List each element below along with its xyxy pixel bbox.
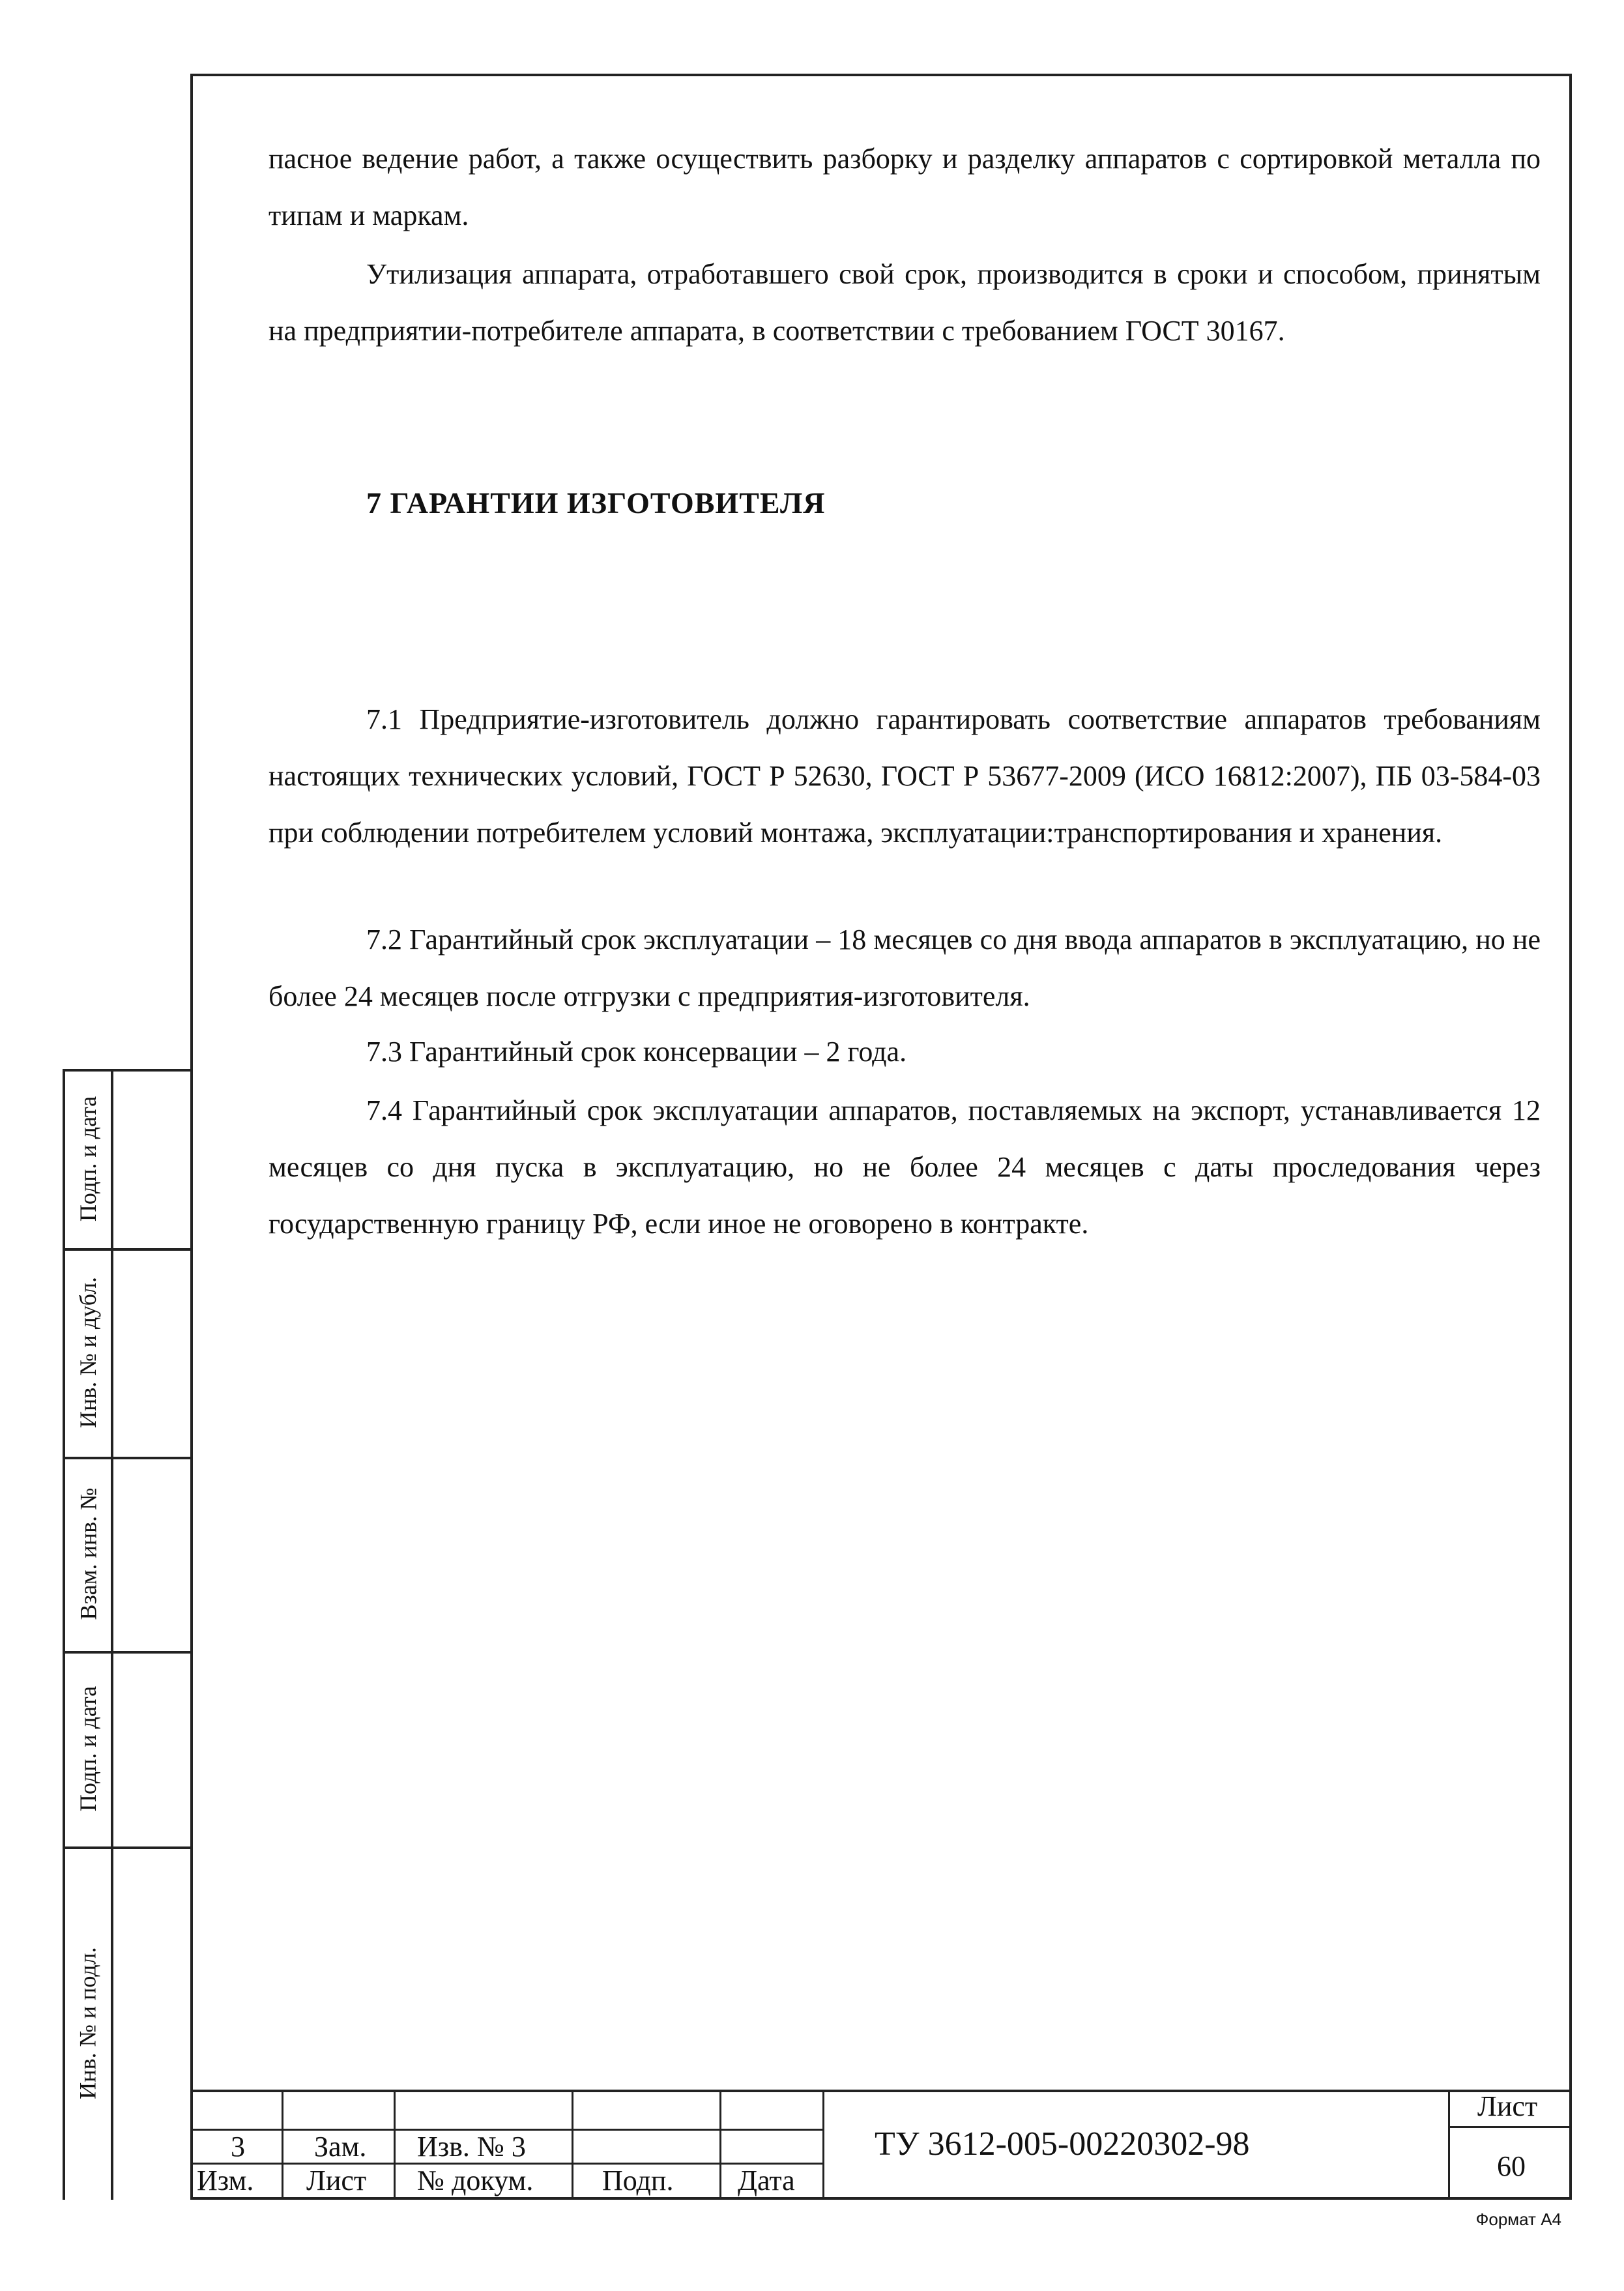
paragraph-utilization: Утилизация аппарата, отработавшего свой срок, производится в сроки и способом, принятым на предприятии-потребителе аппарата, в соответствии с требованием ГОСТ 30167.	[268, 258, 1541, 347]
sheet-cell-line	[1448, 2126, 1572, 2128]
side-label-replace-inv: Взам. инв. №	[75, 1487, 101, 1620]
header-date: Дата	[738, 2165, 795, 2196]
side-label-sign-date-2: Подп. и дата	[75, 1685, 102, 1812]
title-block-col-line	[822, 2090, 824, 2200]
paragraph-7-1: 7.1 Предприятие-изготовитель должно гарантировать соответствие аппаратов требованиям настоящих технических условий, ГОСТ Р 52630, ГОСТ Р 53677-2009 (ИСО 16812:2007), ПБ 03-584-03 при соблюдении потребителем условий монтажа, эксплуатации:транспортирования и хранения.	[268, 703, 1541, 849]
change-sheet: Зам.	[314, 2131, 367, 2163]
header-list: Лист	[306, 2165, 367, 2196]
side-label-sign-date: Подп. и дата	[75, 1096, 102, 1221]
title-block-col-line	[719, 2090, 721, 2200]
side-label-inv-orig: Инв. № и подл.	[75, 1947, 102, 2099]
change-number: 3	[231, 2131, 245, 2163]
title-block-col-line	[282, 2090, 283, 2200]
sheet-label: Лист	[1477, 2090, 1538, 2122]
header-doc: № докум.	[417, 2165, 534, 2196]
paragraph-7-2: 7.2 Гарантийный срок эксплуатации – 18 месяцев со дня ввода аппаратов в эксплуатацию, но не более 24 месяцев после отгрузки с предприятия-изготовителя.	[268, 924, 1541, 1012]
change-doc: Изв. № 3	[417, 2131, 526, 2163]
title-block	[190, 2090, 1572, 2200]
sheet-number: 60	[1497, 2150, 1526, 2182]
title-block-col-line	[1448, 2090, 1450, 2200]
title-block-top-border	[190, 2090, 1572, 2092]
paragraph-continuation: пасное ведение работ, а также осуществить разборку и разделку аппаратов с сортировкой металла по типам и маркам.	[268, 143, 1541, 231]
section-heading: 7 ГАРАНТИИ ИЗГОТОВИТЕЛЯ	[366, 486, 826, 519]
side-stamp	[63, 1069, 190, 2200]
paragraph-7-3: 7.3 Гарантийный срок консервации – 2 года.	[366, 1036, 907, 1068]
document-code: ТУ 3612-005-00220302-98	[875, 2125, 1250, 2163]
format-label: Формат А4	[1475, 2210, 1561, 2229]
paragraph-7-4: 7.4 Гарантийный срок эксплуатации аппаратов, поставляемых на экспорт, устанавливается 12 месяцев со дня пуска в эксплуатацию, но не более 24 месяцев с даты проследования через государственную границу РФ, если иное не оговорено в контракте.	[268, 1094, 1541, 1240]
header-sign: Подп.	[602, 2165, 674, 2196]
title-block-col-line	[394, 2090, 396, 2200]
title-block-col-line	[572, 2090, 573, 2200]
side-label-inv-dup: Инв. № и дубл.	[75, 1276, 102, 1429]
header-izm: Изм.	[197, 2165, 254, 2196]
